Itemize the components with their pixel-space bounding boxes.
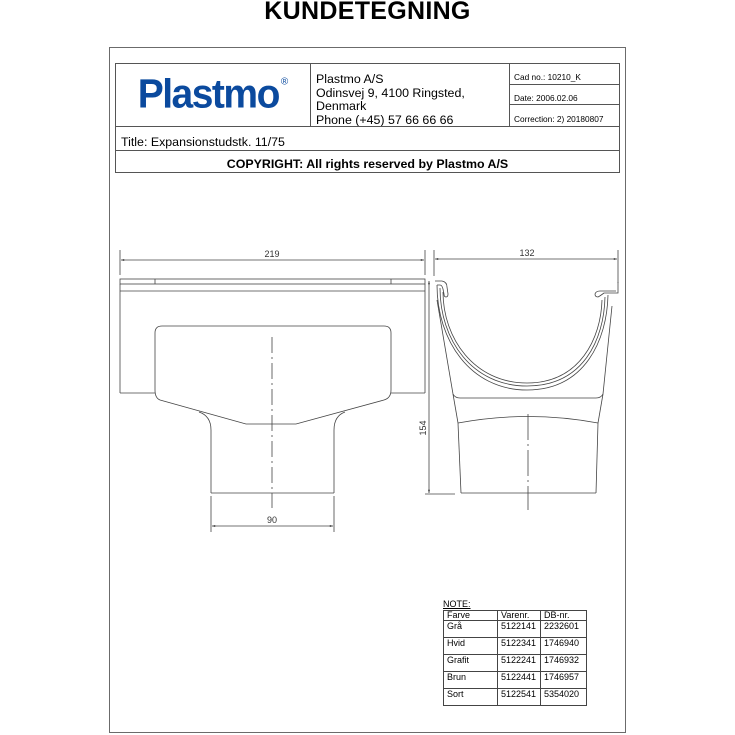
cell-db-number: 1746957 [541, 672, 587, 689]
cell-color: Grå [444, 621, 498, 638]
cell-color: Hvid [444, 638, 498, 655]
dimension-90: 90 [266, 515, 278, 525]
cell-item-number: 5122541 [498, 689, 541, 706]
cell-db-number: 1746932 [541, 655, 587, 672]
company-name: Plastmo A/S [316, 72, 384, 86]
page-heading: KUNDETEGNING [264, 0, 471, 25]
cell-db-number: 1746940 [541, 638, 587, 655]
drawing-date: Date: 2006.02.06 [510, 85, 619, 105]
cell-item-number: 5122141 [498, 621, 541, 638]
table-row [444, 621, 587, 638]
dimension-154: 154 [418, 420, 428, 436]
color-variant-table [443, 610, 587, 706]
logo-text: Plastmo [137, 71, 279, 118]
registered-mark: ® [280, 76, 289, 88]
cell-db-number: 2232601 [541, 621, 587, 638]
column-header-color: Farve [444, 611, 498, 621]
company-cell [310, 64, 510, 126]
meta-cell [510, 64, 619, 126]
table-row [444, 655, 587, 672]
title-block [115, 63, 620, 173]
table-row [444, 689, 587, 706]
logo-cell [116, 64, 311, 126]
company-phone: Phone (+45) 57 66 66 66 [316, 112, 454, 127]
note-label: NOTE: [443, 599, 471, 609]
column-header-item-number: Varenr. [498, 611, 541, 621]
correction: Correction: 2) 20180807 [514, 114, 604, 124]
cell-color: Grafit [444, 655, 498, 672]
table-header-row [444, 611, 587, 621]
cell-color: Sort [444, 689, 498, 706]
cad-number: Cad no.: 10210_K [510, 64, 619, 85]
drawing-title: Title: Expansionstudstk. 11/75 [116, 126, 619, 150]
column-header-db-number: DB-nr. [541, 611, 587, 621]
cell-item-number: 5122341 [498, 638, 541, 655]
copyright-notice: COPYRIGHT: All rights reserved by Plastmo A/S [116, 150, 619, 172]
cell-item-number: 5122441 [498, 672, 541, 689]
cell-db-number: 5354020 [541, 689, 587, 706]
table-row [444, 672, 587, 689]
plastmo-logo [138, 72, 289, 118]
cell-color: Brun [444, 672, 498, 689]
company-address: Odinsvej 9, 4100 Ringsted, Denmark [316, 85, 465, 113]
dimension-132: 132 [519, 248, 535, 258]
cell-item-number: 5122241 [498, 655, 541, 672]
table-row [444, 638, 587, 655]
dimension-219: 219 [264, 249, 280, 259]
